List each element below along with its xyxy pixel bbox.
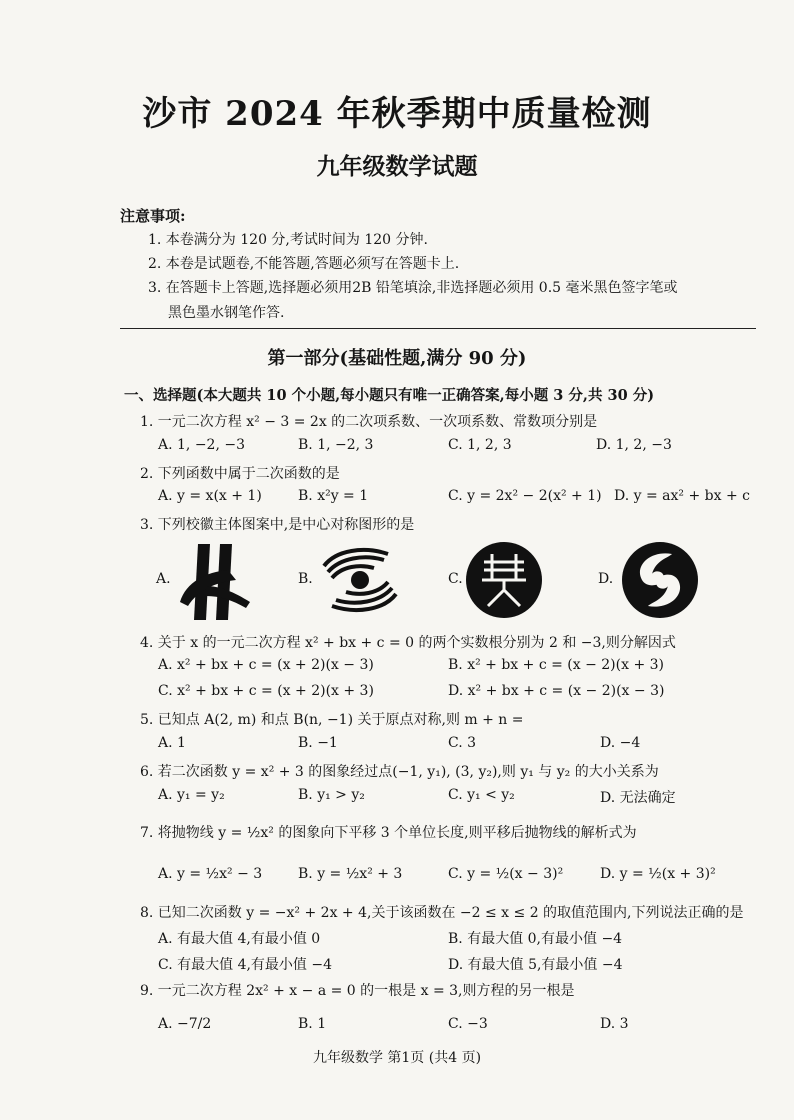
option: D. 1, 2, −3 <box>596 437 672 453</box>
option: A. 1 <box>158 735 186 751</box>
question-stem: 5. 已知点 A(2, m) 和点 B(n, −1) 关于原点对称,则 m + n = <box>140 712 524 728</box>
page-footer: 九年级数学 第1页 (共4 页) <box>312 1050 482 1066</box>
option: D. y = ½(x + 3)² <box>600 866 716 882</box>
option: B. <box>298 571 313 587</box>
option: D. 3 <box>600 1016 629 1032</box>
option: B. −1 <box>298 735 338 751</box>
question-stem: 2. 下列函数中属于二次函数的是 <box>140 466 340 482</box>
option: A. y = ½x² − 3 <box>158 866 263 882</box>
school-logo-b <box>318 544 402 616</box>
exam-title: 沙市 2024 年秋季期中质量检测 <box>142 94 652 134</box>
option: C. 3 <box>448 735 477 751</box>
notice-item: 黑色墨水钢笔作答. <box>168 305 285 321</box>
option: C. <box>448 571 463 587</box>
option: D. −4 <box>600 735 641 751</box>
option: C. −3 <box>448 1016 488 1032</box>
notice-item: 3. 在答题卡上答题,选择题必须用2B 铅笔填涂,非选择题必须用 0.5 毫米黑色签字笔或 <box>148 280 678 296</box>
option: B. x² + bx + c = (x − 2)(x + 3) <box>448 657 665 673</box>
option: A. −7/2 <box>158 1016 212 1032</box>
option: A. x² + bx + c = (x + 2)(x − 3) <box>158 657 374 673</box>
option: D. 无法确定 <box>600 790 676 806</box>
question-stem: 9. 一元二次方程 2x² + x − a = 0 的一根是 x = 3,则方程的另一根是 <box>140 983 575 999</box>
option: B. 有最大值 0,有最小值 −4 <box>448 931 623 947</box>
school-logo-c <box>464 540 544 620</box>
option: B. x²y = 1 <box>298 488 369 504</box>
question-stem: 6. 若二次函数 y = x² + 3 的图象经过点(−1, y₁), (3, y₂),则 y₁ 与 y₂ 的大小关系为 <box>140 764 659 780</box>
exam-subtitle: 九年级数学试题 <box>316 153 478 180</box>
notice-heading: 注意事项: <box>120 207 186 225</box>
option: D. y = ax² + bx + c <box>614 488 750 504</box>
option: C. y = 2x² − 2(x² + 1) <box>448 488 602 504</box>
option: C. y₁ < y₂ <box>448 787 515 803</box>
school-logo-d <box>620 540 700 620</box>
notice-item: 2. 本卷是试题卷,不能答题,答题必须写在答题卡上. <box>148 256 460 272</box>
option: C. x² + bx + c = (x + 2)(x + 3) <box>158 683 374 699</box>
option: A. 有最大值 4,有最小值 0 <box>158 931 321 947</box>
section-heading: 一、选择题(本大题共 10 个小题,每小题只有唯一正确答案,每小题 3 分,共 30 分) <box>124 387 655 404</box>
option: B. 1 <box>298 1016 327 1032</box>
question-stem: 3. 下列校徽主体图案中,是中心对称图形的是 <box>140 517 415 533</box>
option: D. 有最大值 5,有最小值 −4 <box>448 957 623 973</box>
option: D. <box>598 571 614 587</box>
option: A. 1, −2, −3 <box>158 437 245 453</box>
option: C. 有最大值 4,有最小值 −4 <box>158 957 333 973</box>
part-title: 第一部分(基础性题,满分 90 分) <box>267 348 527 369</box>
option: A. y = x(x + 1) <box>158 488 262 504</box>
option: B. y = ½x² + 3 <box>298 866 403 882</box>
question-stem: 4. 关于 x 的一元二次方程 x² + bx + c = 0 的两个实数根分别为 2 和 −3,则分解因式 <box>140 635 676 651</box>
option: C. 1, 2, 3 <box>448 437 512 453</box>
option: B. 1, −2, 3 <box>298 437 374 453</box>
question-stem: 8. 已知二次函数 y = −x² + 2x + 4,关于该函数在 −2 ≤ x ≤ 2 的取值范围内,下列说法正确的是 <box>140 905 744 921</box>
option: C. y = ½(x − 3)² <box>448 866 564 882</box>
option: A. <box>156 571 171 587</box>
option: A. y₁ = y₂ <box>158 787 225 803</box>
school-logo-a <box>176 540 254 624</box>
question-stem: 1. 一元二次方程 x² − 3 = 2x 的二次项系数、一次项系数、常数项分别是 <box>140 414 598 430</box>
question-stem: 7. 将抛物线 y = ½x² 的图象向下平移 3 个单位长度,则平移后抛物线的解析式为 <box>140 825 637 841</box>
divider <box>120 328 756 329</box>
option: D. x² + bx + c = (x − 2)(x − 3) <box>448 683 665 699</box>
notice-item: 1. 本卷满分为 120 分,考试时间为 120 分钟. <box>148 232 428 248</box>
option: B. y₁ > y₂ <box>298 787 365 803</box>
